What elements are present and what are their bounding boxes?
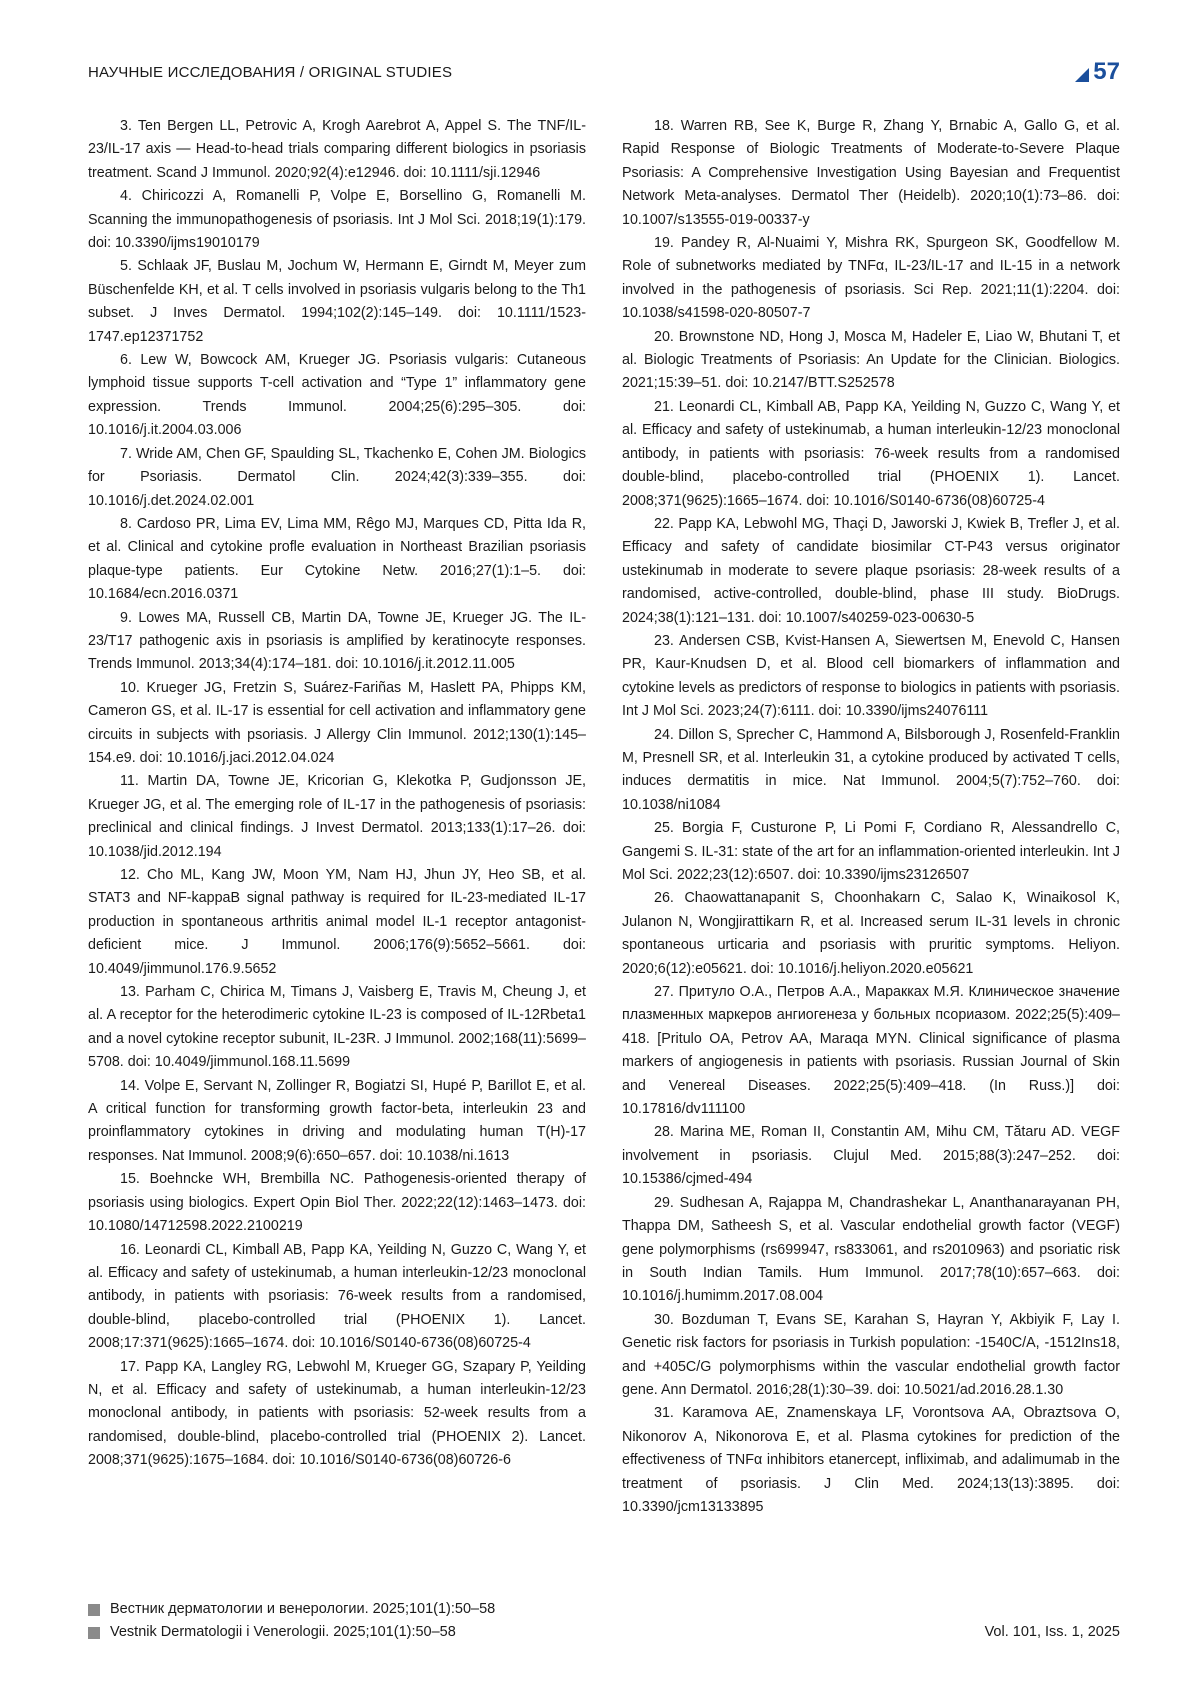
reference-item: 19. Pandey R, Al-Nuaimi Y, Mishra RK, Spurgeon SK, Goodfellow M. Role of subnetworks mediated by TNFα, IL-23/IL-17 and IL-15 in a network involved in the pathogenesis of psoriasis. Sci Rep. 2021;11(1):2204. doi: 10.1038/s41598-020-80507-7 [622, 235, 1120, 322]
reference-item: 5. Schlaak JF, Buslau M, Jochum W, Hermann E, Girndt M, Meyer zum Büschenfelde KH, et al. T cells involved in psoriasis vulgaris belong to the Th1 subset. J Inves Dermatol. 1994;102(2):145–149. doi: 10.1111/1523-1747.ep12371752 [88, 258, 586, 345]
left-column [88, 115, 586, 1519]
footer-journal-ru: Вестник дерматологии и венерологии. 2025;101(1):50–58 [110, 1601, 496, 1617]
reference-item: 10. Krueger JG, Fretzin S, Suárez-Fariñas M, Haslett PA, Phipps KM, Cameron GS, et al. IL-17 is essential for cell activation and inflammatory gene circuits in subjects with psoriasis. J Allergy Clin Immunol. 2012;130(1):145–154.e9. doi: 10.1016/j.jaci.2012.04.024 [88, 679, 586, 766]
page-header [88, 54, 1120, 90]
reference-item: 21. Leonardi CL, Kimball AB, Papp KA, Yeilding N, Guzzo C, Wang Y, et al. Efficacy and safety of ustekinumab, a human interleukin-12/23 monoclonal antibody, in patients with psoriasis: 76-week results from a randomised double-blind, placebo-controlled trial (PHOENIX 1). Lancet. 2008;371(9625):1665–1674. doi: 10.1016/S0140-6736(08)60725-4 [622, 398, 1120, 509]
reference-item: 4. Chiricozzi A, Romanelli P, Volpe E, Borsellino G, Romanelli M. Scanning the immunopathogenesis of psoriasis. Int J Mol Sci. 2018;19(1):179. doi: 10.3390/ijms19010179 [88, 188, 586, 252]
right-column [622, 115, 1120, 1519]
reference-item: 24. Dillon S, Sprecher C, Hammond A, Bilsborough J, Rosenfeld-Franklin M, Presnell SR, et al. Interleukin 31, a cytokine produced by activated T cells, induces dermatitis in mice. Nat Immunol. 2004;5(7):752–760. doi: 10.1038/ni1084 [622, 726, 1120, 813]
reference-item: 13. Parham C, Chirica M, Timans J, Vaisberg E, Travis M, Cheung J, et al. A receptor for the heterodimeric cytokine IL-23 is composed of IL-12Rbeta1 and a novel cytokine receptor subunit, IL-23R. J Immunol. 2002;168(11):5699–5708. doi: 10.4049/jimmunol.168.11.5699 [88, 984, 586, 1071]
section-title: НАУЧНЫЕ ИССЛЕДОВАНИЯ / ORIGINAL STUDIES [88, 63, 453, 81]
footer-journal-en: Vestnik Dermatologii i Venerologii. 2025;101(1):50–58 [110, 1624, 456, 1640]
reference-item: 25. Borgia F, Custurone P, Li Pomi F, Cordiano R, Alessandrello C, Gangemi S. IL-31: state of the art for an inflammation-oriented interleukin. Int J Mol Sci. 2022;23(12):6507. doi: 10.3390/ijms23126507 [622, 820, 1120, 883]
page-number [1075, 58, 1120, 86]
reference-item: 15. Boehncke WH, Brembilla NC. Pathogenesis-oriented therapy of psoriasis using biologics. Expert Opin Biol Ther. 2022;22(12):1463–1473. doi: 10.1080/14712598.2022.2100219 [88, 1171, 586, 1235]
reference-item: 7. Wride AM, Chen GF, Spaulding SL, Tkachenko E, Cohen JM. Biologics for Psoriasis. Dermatol Clin. 2024;42(3):339–355. doi: 10.1016/j.det.2024.02.001 [88, 445, 586, 509]
reference-item: 30. Bozduman T, Evans SE, Karahan S, Hayran Y, Akbiyik F, Lay I. Genetic risk factors for psoriasis in Turkish population: -1540C/A, -1512Ins18, and +405C/G polymorphisms within the vascular endothelial growth factor gene. Ann Dermatol. 2016;28(1):30–39. doi: 10.5021/ad.2016.28.1.30 [622, 1311, 1120, 1398]
square-bullet-icon [88, 1627, 100, 1639]
reference-item: 14. Volpe E, Servant N, Zollinger R, Bogiatzi SI, Hupé P, Barillot E, et al. A critical function for transforming growth factor-beta, interleukin 23 and proinflammatory cytokines in driving and modulating human T(H)-17 responses. Nat Immunol. 2008;9(6):650–657. doi: 10.1038/ni.1613 [88, 1077, 586, 1164]
reference-item: 23. Andersen CSB, Kvist-Hansen A, Siewertsen M, Enevold C, Hansen PR, Kaur-Knudsen D, et al. Blood cell biomarkers of inflammation and cytokine levels as predictors of response to biologics in patients with psoriasis. Int J Mol Sci. 2023;24(7):6111. doi: 10.3390/ijms24076111 [622, 632, 1120, 720]
reference-item: 3. Ten Bergen LL, Petrovic A, Krogh Aarebrot A, Appel S. The TNF/IL-23/IL-17 axis — Head-to-head trials comparing different biologics in psoriasis treatment. Scand J Immunol. 2020;92(4):e12946. doi: 10.1111/sji.12946 [88, 118, 586, 181]
reference-item: 16. Leonardi CL, Kimball AB, Papp KA, Yeilding N, Guzzo C, Wang Y, et al. Efficacy and safety of ustekinumab, a human interleukin-12/23 monoclonal antibody, in patients with psoriasis: 76-week results from a randomised, double-blind, placebo-controlled trial (PHOENIX 1). Lancet. 2008;17:371(9625):1665–1674. doi: 10.1016/S0140-6736(08)60725-4 [88, 1241, 586, 1352]
reference-item: 6. Lew W, Bowcock AM, Krueger JG. Psoriasis vulgaris: Cutaneous lymphoid tissue supports T-cell activation and “Type 1” inflammatory gene expression. Trends Immunol. 2004;25(6):295–305. doi: 10.1016/j.it.2004.03.006 [88, 352, 586, 439]
reference-item: 22. Papp KA, Lebwohl MG, Thaçi D, Jaworski J, Kwiek B, Trefler J, et al. Efficacy and safety of candidate biosimilar CT-P43 versus originator ustekinumab in moderate to severe plaque psoriasis: 28-week results of a randomised, active-controlled, double-blind, phase III study. BioDrugs. 2024;38(1):121–131. doi: 10.1007/s40259-023-00630-5 [622, 515, 1120, 626]
reference-item: 28. Marina ME, Roman II, Constantin AM, Mihu CM, Tătaru AD. VEGF involvement in psoriasis. Clujul Med. 2015;88(3):247–252. doi: 10.15386/cjmed-494 [622, 1124, 1120, 1188]
footer-citation-ru [88, 1598, 1120, 1621]
references-list [88, 115, 1120, 1519]
reference-item: 9. Lowes MA, Russell CB, Martin DA, Towne JE, Krueger JG. The IL-23/T17 pathogenic axis in psoriasis is amplified by keratinocyte responses. Trends Immunol. 2013;34(4):174–181. doi: 10.1016/j.it.2012.11.005 [88, 609, 586, 673]
reference-item: 20. Brownstone ND, Hong J, Mosca M, Hadeler E, Liao W, Bhutani T, et al. Biologic Treatments of Psoriasis: An Update for the Clinician. Biologics. 2021;15:39–51. doi: 10.2147/BTT.S252578 [622, 328, 1120, 392]
reference-item: 31. Karamova AE, Znamenskaya LF, Vorontsova AA, Obraztsova O, Nikonorov A, Nikonorova E, et al. Plasma cytokines for prediction of the effectiveness of TNFα inhibitors etanercept, infliximab, and adalimumab in the treatment of psoriasis. J Clin Med. 2024;13(13):3895. doi: 10.3390/jcm13133895 [622, 1405, 1120, 1515]
footer-citation-en [88, 1621, 1120, 1644]
square-bullet-icon [88, 1604, 100, 1616]
reference-item: 8. Cardoso PR, Lima EV, Lima MM, Rêgo MJ, Marques CD, Pitta Ida R, et al. Clinical and cytokine profle evaluation in Northeast Brazilian psoriasis plaque-type patients. Eur Cytokine Netw. 2016;27(1):1–5. doi: 10.1684/ecn.2016.0371 [88, 515, 586, 603]
reference-item: 29. Sudhesan A, Rajappa M, Chandrashekar L, Ananthanarayanan PH, Thappa DM, Satheesh S, et al. Vascular endothelial growth factor (VEGF) gene polymorphisms (rs699947, rs833061, and rs2010963) and psoriatic risk in South Indian Tamils. Hum Immunol. 2017;78(10):657–663. doi: 10.1016/j.humimm.2017.08.004 [622, 1194, 1120, 1305]
volume-issue: Vol. 101, Iss. 1, 2025 [984, 1624, 1120, 1640]
reference-item: 18. Warren RB, See K, Burge R, Zhang Y, Brnabic A, Gallo G, et al. Rapid Response of Biologic Treatments of Moderate-to-Severe Plaque Psoriasis: A Comprehensive Investigation Using Bayesian and Frequentist Network Meta-analyses. Dermatol Ther (Heidelb). 2020;10(1):73–86. doi: 10.1007/s13555-019-00337-y [622, 118, 1120, 228]
page-number-value: 57 [1093, 58, 1120, 85]
reference-item: 26. Chaowattanapanit S, Choonhakarn C, Salao K, Winaikosol K, Julanon N, Wongjirattikarn R, et al. Increased serum IL-31 levels in chronic spontaneous urticaria and psoriasis with pruritic symptoms. Heliyon. 2020;6(12):e05621. doi: 10.1016/j.heliyon.2020.e05621 [622, 890, 1120, 977]
reference-item: 12. Cho ML, Kang JW, Moon YM, Nam HJ, Jhun JY, Heo SB, et al. STAT3 and NF-kappaB signal pathway is required for IL-23-mediated IL-17 production in spontaneous arthritis animal model IL-1 receptor antagonist-deficient mice. J Immunol. 2006;176(9):5652–5661. doi: 10.4049/jimmunol.176.9.5652 [88, 867, 586, 977]
reference-item: 27. Притуло О.А., Петров А.А., Маракках М.Я. Клиническое значение плазменных маркеров ангиогенеза у больных псориазом. 2022;25(5):409–418. [Pritulo OA, Petrov AA, Maraqa MYN. Clinical significance of plasma markers of angiogenesis in patients with psoriasis. Russian Journal of Skin and Venereal Diseases. 2022;25(5):409–418. (In Russ.)] doi: 10.17816/dv111100 [622, 984, 1120, 1118]
reference-item: 17. Papp KA, Langley RG, Lebwohl M, Krueger GG, Szapary P, Yeilding N, et al. Efficacy and safety of ustekinumab, a human interleukin-12/23 monoclonal antibody, in patients with psoriasis: 52-week results from a randomised, double-blind, placebo-controlled trial (PHOENIX 2). Lancet. 2008;371(9625):1675–1684. doi: 10.1016/S0140-6736(08)60726-6 [88, 1358, 586, 1469]
page-footer [88, 1598, 1120, 1644]
triangle-icon [1075, 68, 1089, 82]
reference-item: 11. Martin DA, Towne JE, Kricorian G, Klekotka P, Gudjonsson JE, Krueger JG, et al. The emerging role of IL-17 in the pathogenesis of psoriasis: preclinical and clinical findings. J Invest Dermatol. 2013;133(1):17–26. doi: 10.1038/jid.2012.194 [88, 773, 586, 860]
